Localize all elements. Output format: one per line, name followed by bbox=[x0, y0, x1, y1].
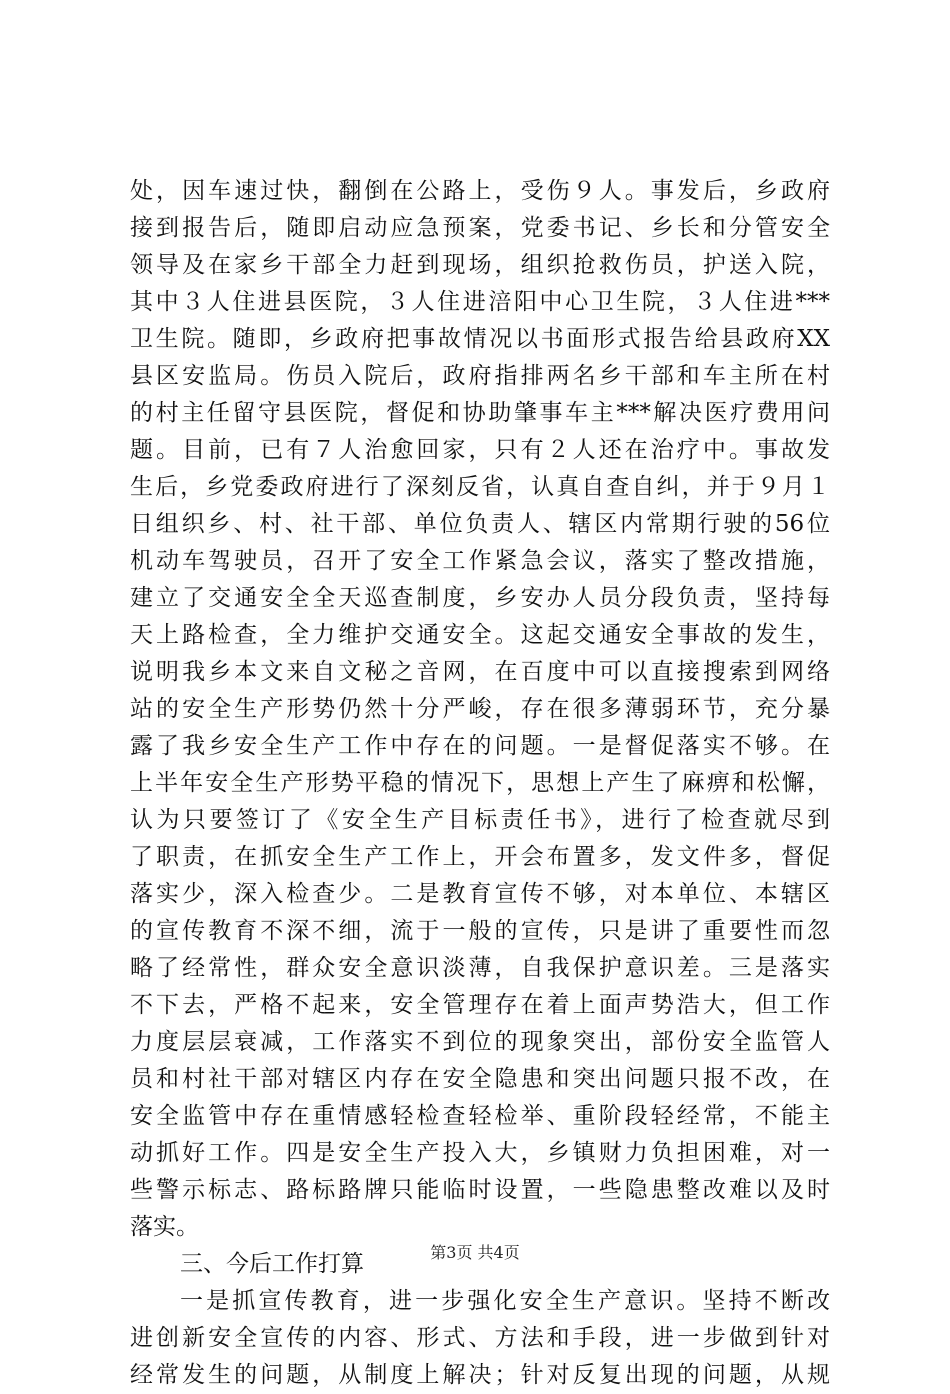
text-line: 进创新安全宣传的内容、形式、方法和手段，进一步做到针对 bbox=[130, 1325, 830, 1351]
text-line: 领导及在家乡干部全力赶到现场，组织抢救伤员，护送入院， bbox=[130, 252, 830, 278]
text-line: 日组织乡、村、社干部、单位负责人、辖区内常期行驶的56位 bbox=[130, 511, 830, 537]
text-line: 了职责，在抓安全生产工作上，开会布置多，发文件多，督促 bbox=[130, 844, 830, 870]
text-line: 接到报告后，随即启动应急预案，党委书记、乡长和分管安全 bbox=[130, 215, 830, 241]
text-line: 站的安全生产形势仍然十分严峻，存在很多薄弱环节，充分暴 bbox=[130, 696, 830, 722]
text-line: 的村主任留守县医院，督促和协助肇事车主***解决医疗费用问 bbox=[130, 400, 830, 426]
text-line: 机动车驾驶员，召开了安全工作紧急会议，落实了整改措施， bbox=[130, 548, 830, 574]
text-line: 认为只要签订了《安全生产目标责任书》，进行了检查就尽到 bbox=[130, 807, 830, 833]
text-line: 处，因车速过快，翻倒在公路上，受伤９人。事发后，乡政府 bbox=[130, 178, 830, 204]
text-line: 落实。 bbox=[130, 1214, 199, 1240]
text-line: 露了我乡安全生产工作中存在的问题。一是督促落实不够。在 bbox=[130, 733, 830, 759]
text-line: 一是抓宣传教育，进一步强化安全生产意识。坚持不断改 bbox=[180, 1288, 830, 1314]
text-line: 动抓好工作。四是安全生产投入大，乡镇财力负担困难，对一 bbox=[130, 1140, 830, 1166]
text-line: 的宣传教育不深不细，流于一般的宣传，只是讲了重要性而忽 bbox=[130, 918, 830, 944]
text-line: 安全监管中存在重情感轻检查轻检举、重阶段轻经常，不能主 bbox=[130, 1103, 830, 1129]
text-line: 力度层层衰减，工作落实不到位的现象突出，部份安全监管人 bbox=[130, 1029, 830, 1055]
text-line: 县区安监局。伤员入院后，政府指排两名乡干部和车主所在村 bbox=[130, 363, 830, 389]
text-line: 其中３人住进县医院，３人住进涪阳中心卫生院，３人住进*** bbox=[130, 289, 830, 315]
text-line: 略了经常性，群众安全意识淡薄，自我保护意识差。三是落实 bbox=[130, 955, 830, 981]
text-line: 说明我乡本文来自文秘之音网，在百度中可以直接搜索到网络 bbox=[130, 659, 830, 685]
text-line: 卫生院。随即，乡政府把事故情况以书面形式报告给县政府XX bbox=[130, 326, 830, 352]
text-line: 生后，乡党委政府进行了深刻反省，认真自查自纠，并于９月１ bbox=[130, 474, 830, 500]
text-line: 经常发生的问题，从制度上解决；针对反复出现的问题，从规 bbox=[130, 1362, 830, 1388]
text-line: 建立了交通安全全天巡查制度，乡安办人员分段负责，坚持每 bbox=[130, 585, 830, 611]
text-line: 落实少，深入检查少。二是教育宣传不够，对本单位、本辖区 bbox=[130, 881, 830, 907]
text-line: 员和村社干部对辖区内存在安全隐患和突出问题只报不改，在 bbox=[130, 1066, 830, 1092]
text-line: 题。目前，已有７人治愈回家，只有２人还在治疗中。事故发 bbox=[130, 437, 830, 463]
text-line: 不下去，严格不起来，安全管理存在着上面声势浩大，但工作 bbox=[130, 992, 830, 1018]
page-footer: 第3页 共4页 bbox=[430, 1243, 520, 1262]
text-line: 些警示标志、路标路牌只能临时设置，一些隐患整改难以及时 bbox=[130, 1177, 830, 1203]
text-line: 三、今后工作打算 bbox=[180, 1251, 364, 1277]
text-line: 天上路检查，全力维护交通安全。这起交通安全事故的发生， bbox=[130, 622, 830, 648]
text-line: 上半年安全生产形势平稳的情况下，思想上产生了麻痹和松懈， bbox=[130, 770, 830, 796]
document-body bbox=[130, 173, 830, 1394]
